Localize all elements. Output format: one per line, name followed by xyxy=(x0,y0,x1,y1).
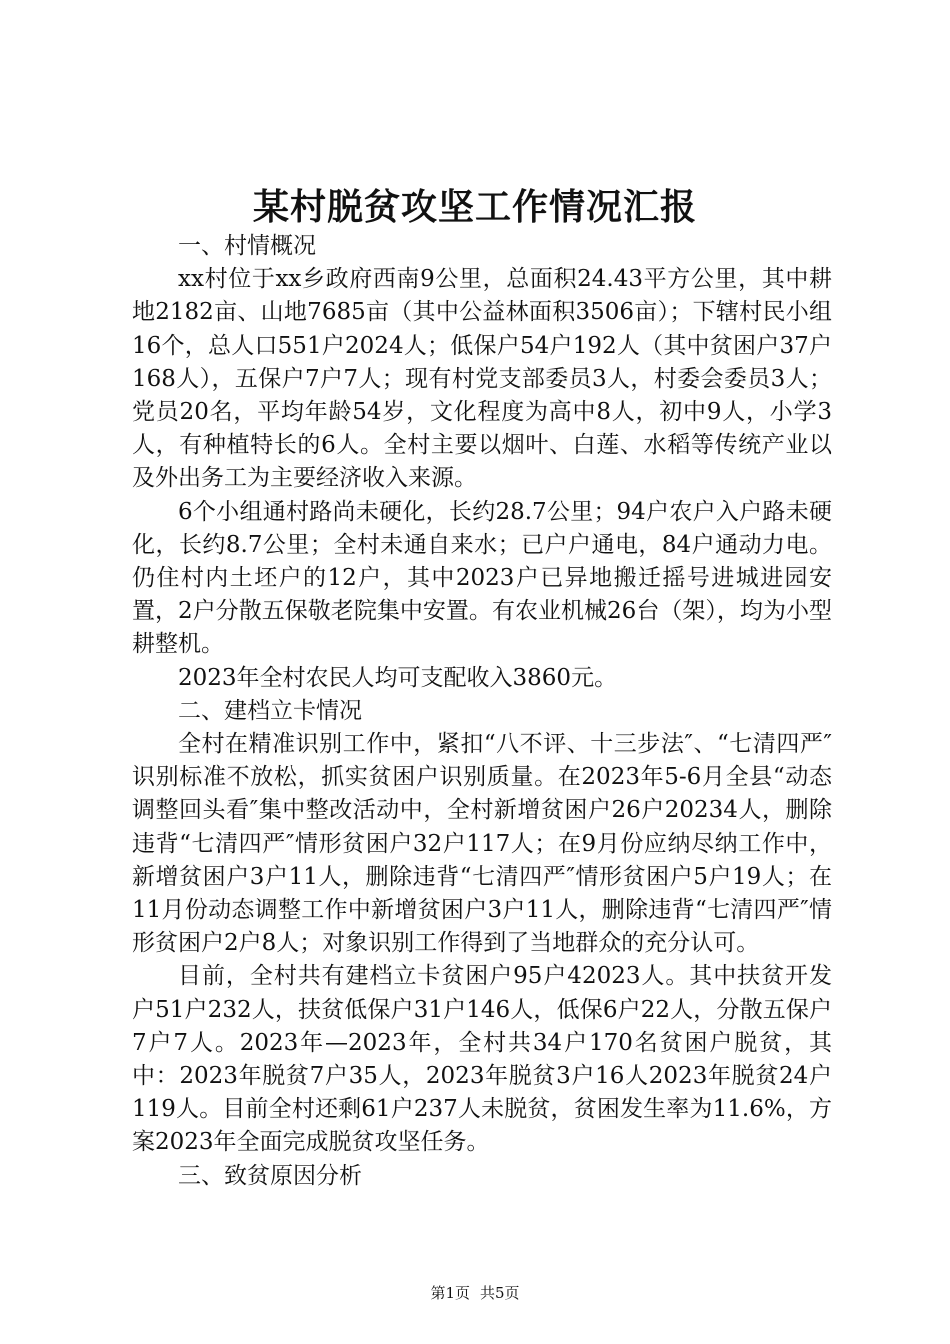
page-footer xyxy=(0,1283,950,1303)
page-total: 共5页 xyxy=(480,1284,520,1302)
page-number: 第1页 xyxy=(430,1284,470,1302)
paragraph-village-basic-info: xx村位于xx乡政府西南9公里，总面积24.43平方公里，其中耕地2182亩、山地7685亩（其中公益林面积3506亩）；下辖村民小组16个，总人口551户2024人；低保户54户192人（其中贫困户37户168人），五保户7户7人；现有村党支部委员3人，村委会委员3人；党员20名，平均年龄54岁，文化程度为高中8人，初中9人，小学3人，有种植特长的6人。全村主要以烟叶、白莲、水稻等传统产业以及外出务工为主要经济收入来源。 xyxy=(132,266,832,492)
paragraph-village-income: 2023年全村农民人均可支配收入3860元。 xyxy=(178,664,618,691)
section-heading-filing-status: 二、建档立卡情况 xyxy=(178,697,362,724)
document-title: 某村脱贫攻坚工作情况汇报 xyxy=(252,186,697,228)
paragraph-current-status: 目前，全村共有建档立卡贫困户95户42023人。其中扶贫开发户51户232人，扶贫低保户31户146人，低保6户22人，分散五保户7户7人。2023年—2023年，全村共34户170名贫困户脱贫，其中：2023年脱贫7户35人，2023年脱贫3户16人2023年脱贫24户119人。目前全村还剩61户237人未脱贫，贫困发生率为11.6%，方案2023年全面完成脱贫攻坚任务。 xyxy=(132,963,832,1156)
section-heading-poverty-causes: 三、致贫原因分析 xyxy=(178,1162,362,1189)
section-heading-village-overview: 一、村情概况 xyxy=(178,233,316,259)
document-body xyxy=(132,230,832,1193)
paragraph-village-infrastructure: 6个小组通村路尚未硬化，长约28.7公里；94户农户入户路未硬化，长约8.7公里；全村未通自来水；已户户通电，84户通动力电。仍住村内土坯户的12户，其中2023户已异地搬迁摇号进城进园安置，2户分散五保敬老院集中安置。有农业机械26台（架），均为小型耕整机。 xyxy=(132,498,832,658)
paragraph-identification-work: 全村在精准识别工作中，紧扣“八不评、十三步法″、“七清四严″识别标准不放松，抓实贫困户识别质量。在2023年5-6月全县“动态调整回头看″集中整改活动中，全村新增贫困户26户20234人，删除违背“七清四严″情形贫困户32户117人；在9月份应纳尽纳工作中，新增贫困户3户11人，删除违背“七清四严″情形贫困户5户19人；在11月份动态调整工作中新增贫困户3户11人，删除违背“七清四严″情形贫困户2户8人；对象识别工作得到了当地群众的充分认可。 xyxy=(132,731,832,957)
